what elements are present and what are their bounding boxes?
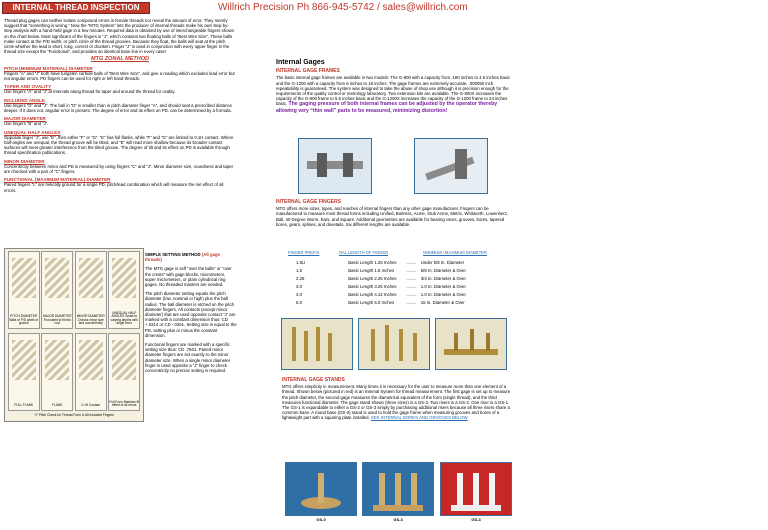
section-text: Opposite finger “J”, use “E”, then either “F” or “G”. “E” has full flanks, while “F” and “G” are limited to 0.1H contact. Where half-angles are unequal, the thread groove will be tilted, and “E” will read more shallow because its broader contact surfaces will meet greater interference from the tilted groove. The degree of tilt and its effect on PD is available through thread specification publications. bbox=[4, 134, 234, 156]
gage-stand-photo bbox=[440, 462, 512, 516]
contact-line[interactable]: Willrich Precision Ph 866-945-5742 / sales@willrich.com bbox=[218, 2, 468, 13]
section-head: MINOR DIAMETER bbox=[4, 158, 45, 164]
intro-paragraph: Thread plug gages can neither isolate compound errors in female threads nor reveal the amount of error. They merely suggest that “something is wrong.” Now the “MTG System” lets the producer of internal threads make his own step-by-step analysis with a hand-held gage in a few minutes. Required data is obtained by use of interchangeable fingers shown on the chart below. Most significant of the fingers is “J”, which contains two floating balls of “Best Wire Size”. These balls make contact at the P/D width, or pitch circle of the thread grooves. Because they float, the balls will seat at the pitch circle whether the lead is short, long, correct or drunken. Finger “J” is used in conjunction with every upper finger in the thread size except the “Functional”, and provides an identical base line in every case! bbox=[4, 18, 235, 55]
section-head: PITCH (MINIMUM MATERIAL) DIAMETER bbox=[4, 65, 93, 71]
finger-table bbox=[288, 250, 498, 307]
right-column bbox=[276, 60, 511, 116]
section-text: Concentricity between minor and PD is measured by using fingers “C” and “J”. Minor diameter size, roundness and taper are checked with a pair of “C” fingers. bbox=[4, 163, 234, 175]
finger-diagram-cell: MAJOR DIAMETER Truncated to fit into root bbox=[41, 251, 73, 329]
stands-paragraph: MTG offers simplicity in measurement. Many times it is necessary for the user to measure more than one element of a thread. Shown below (pictured in red) is an Internal System for thread measurement. The first gage is set up to measure the pitch diameter, the second gage measures the diametrical equivalent of the form (single thread), and the third measures functional diameter. The gage stand shown (three sizes) is a GS-3. Two risers is a GS-2. One riser is a GS-1. The GS-1 is expandable to either a GS-2 or GS-3 simply by purchasing additional risers because all three risers share a common base. A round base (GS-0) stand is used to hold the gage frame when measuring grooves and bores of a lightweight part with a squaring plate installed. SEE INTERNAL BORES AND GROOVES BELOW bbox=[282, 384, 511, 421]
section-text: Fingers “A” and “J” both have tungsten carbide balls of “Best Wire Size”, and give a reading which excludes lead error but not angular errors. PD fingers can be used for right or left hand threads. bbox=[4, 70, 235, 82]
zonal-title: MTG ZONAL METHOD bbox=[91, 56, 149, 63]
stand-caption: GS-3 bbox=[471, 517, 481, 522]
table-row: 1.5 Basic Length 1.5 Inches ........ 5/8 In. Diameter & Over bbox=[296, 268, 466, 273]
finger-diagram-cell: PITCH DIAMETER Balls of P/D width of groove bbox=[8, 251, 40, 329]
fingers-paragraph: MTG offers more sizes, types, and reaches of internal fingers than any other gage manufacturer. Fingers can be manufactured to measure most thread forms including Unified, Buttress, Acme, Stub Acme, Metric, Whitworth, Lowenherz, Ball, 40 Degree Worm, Ears, and Square. Additional geometries are available for bearing races, grooves, bores, tapered bores, gears, splines, and dovetails. Six different lengths are available. bbox=[276, 206, 509, 227]
table-header: FINGER PREFIX OAL LENGTH OF FINGER MINIMUM / MAXIMUM DIAMETER bbox=[288, 250, 487, 255]
stand-caption: GS-0 bbox=[316, 517, 326, 522]
stands-section bbox=[282, 376, 512, 423]
section-head: FUNCTIONAL (MAXIMUM MATERIAL) DIAMETER bbox=[4, 177, 111, 183]
finger-diagram-cell: MINOR DIAMETER Checks minor size and concentricity bbox=[75, 251, 107, 329]
table-row: 3.0 Basic Length 3.25 Inches ........ 1.0 In. Diameter & Over bbox=[296, 284, 466, 289]
section-text: Use fingers “D” and “J”. The ball in “D” is smaller than in pitch diameter finger “A”, and should seat a prescribed distance deeper. If it does not, angular error is present. The degree of error and its effect on PD. can be determined by a formula. bbox=[4, 102, 232, 114]
fingers-section bbox=[276, 198, 511, 229]
table-row: 5.0 Basic Length 5.0 Inches ........ 15 In. Diameter & Over bbox=[296, 300, 465, 305]
finger-diagram-cell: UNEQUAL HALF ANGLES Seats to varying depths with angle error bbox=[108, 251, 140, 329]
frames-highlight: The gaging pressure of both internal frames can be adjusted by the operator thereby allowing very “thin wall” parts to be measured, minimizing distortion! bbox=[276, 101, 498, 114]
setting-title-note: (All gage threads) bbox=[145, 252, 220, 263]
frames-heading: INTERNAL GAGE FRAMES bbox=[276, 68, 340, 75]
stands-heading: INTERNAL GAGE STANDS bbox=[282, 377, 345, 383]
setting-p1: The MTG gage is self “over the balls” or “over the crests” with gage blocks, micrometers, super micrometers, or plain cylindrical ring gages. No threaded masters are needed. bbox=[145, 266, 232, 288]
diagram-footer: “J” Pitch Check for Thread Form & All Included Fingers bbox=[34, 413, 114, 417]
section-head: INCLUDED ANGLE bbox=[4, 97, 45, 103]
finger-diagram-cell: FLANK bbox=[41, 333, 73, 411]
gage-stand-photo bbox=[285, 462, 357, 516]
fingers-photo bbox=[435, 318, 507, 370]
fingers-photo bbox=[358, 318, 430, 370]
setting-method bbox=[145, 252, 237, 377]
finger-diagram-cell: Full Form Matches fit effect of all errors bbox=[108, 333, 140, 411]
banner-title: INTERNAL THREAD INSPECTION bbox=[2, 2, 150, 14]
setting-p2: The pitch diameter setting equals the pitch diameter (low, nominal or high) plus the ball radius. The ball diameter is etched on the pitch diameter fingers. All contacts (except minor diameter) that are used opposite contact “J” are marked with a constant dimension thus: CD +.0214 or CD -.0261. Setting size is equal to the PD, setting plus or minus the constant dimension. bbox=[145, 291, 237, 338]
setting-title: SIMPLE SETTING METHOD bbox=[145, 252, 201, 257]
gage-frame-photo bbox=[298, 138, 372, 194]
finger-chart-diagram bbox=[4, 248, 144, 422]
internal-gages-title: Internal Gages bbox=[276, 59, 325, 66]
section-text: Use fingers “B” and “J”. bbox=[4, 121, 49, 127]
table-row: 2.25 Basic Length 2.25 Inches ........ 3/4 In. Diameter & Over bbox=[296, 276, 466, 281]
bores-grooves-link[interactable]: SEE INTERNAL BORES AND GROOVES BELOW bbox=[370, 415, 468, 421]
section-head: UNEQUAL HALF ANGLES bbox=[4, 129, 61, 135]
table-row: 1.5U Basic Length 1.25 Inches ........ Under 5/8 In. Diameter bbox=[296, 260, 465, 265]
frames-paragraph: The basic internal gage frames are available in two models: The G-800 with a capacity from .190 inches to 4.5 inches basic and the G-1200 with a capacity from 6 inches to 18 inches. The gage frames are extremely accurate, .000050 inch repeatability is guaranteed. The system was designed to take the abuse of shop use although it is precision enough for the requirements of the quality control or metrology laboratory. Two extension kits are available. The G-800X increases the capacity of the G-800 frame to 5.5 inches basic and the G-1200X increases the capacity of the G-1200 frame to 24 inches basic. The gaging pressure of both internal frames can be adjusted by the operator thereby allowing very “thin wall” parts to be measured, minimizing distortion! bbox=[276, 75, 510, 114]
fingers-heading: INTERNAL GAGE FINGERS bbox=[276, 199, 341, 205]
section-head: MAJOR DIAMETER bbox=[4, 116, 46, 122]
left-column bbox=[4, 18, 236, 195]
gage-frame-photo bbox=[414, 138, 488, 194]
section-head: TAPER AND OVALITY bbox=[4, 84, 52, 90]
finger-diagram-cell: FULL FLANK bbox=[8, 333, 40, 411]
gage-stand-photo bbox=[362, 462, 434, 516]
stand-caption: GS-3 bbox=[393, 517, 403, 522]
section-text: Paired fingers “L” are helically ground for a single PD, pitch/lead combination which will measure the net effect of all errors. bbox=[4, 182, 224, 193]
table-row: 4.0 Basic Length 4.12 Inches ........ 1.0 In. Diameter & Over bbox=[296, 292, 466, 297]
fingers-photo bbox=[281, 318, 353, 370]
finger-diagram-cell: 0.1H Contact bbox=[75, 333, 107, 411]
section-text: Use fingers “A” and “J” at intervals along thread for taper and around the thread for ovality. bbox=[4, 89, 176, 95]
setting-p3: Functional fingers are marked with a specific setting size thus: CD .7501. Paired minor diameter fingers are set exactly to the minor diameter size. When a single minor diameter finger is used opposite a “J” finger to check concentricity no precise setting is required. bbox=[145, 342, 231, 374]
